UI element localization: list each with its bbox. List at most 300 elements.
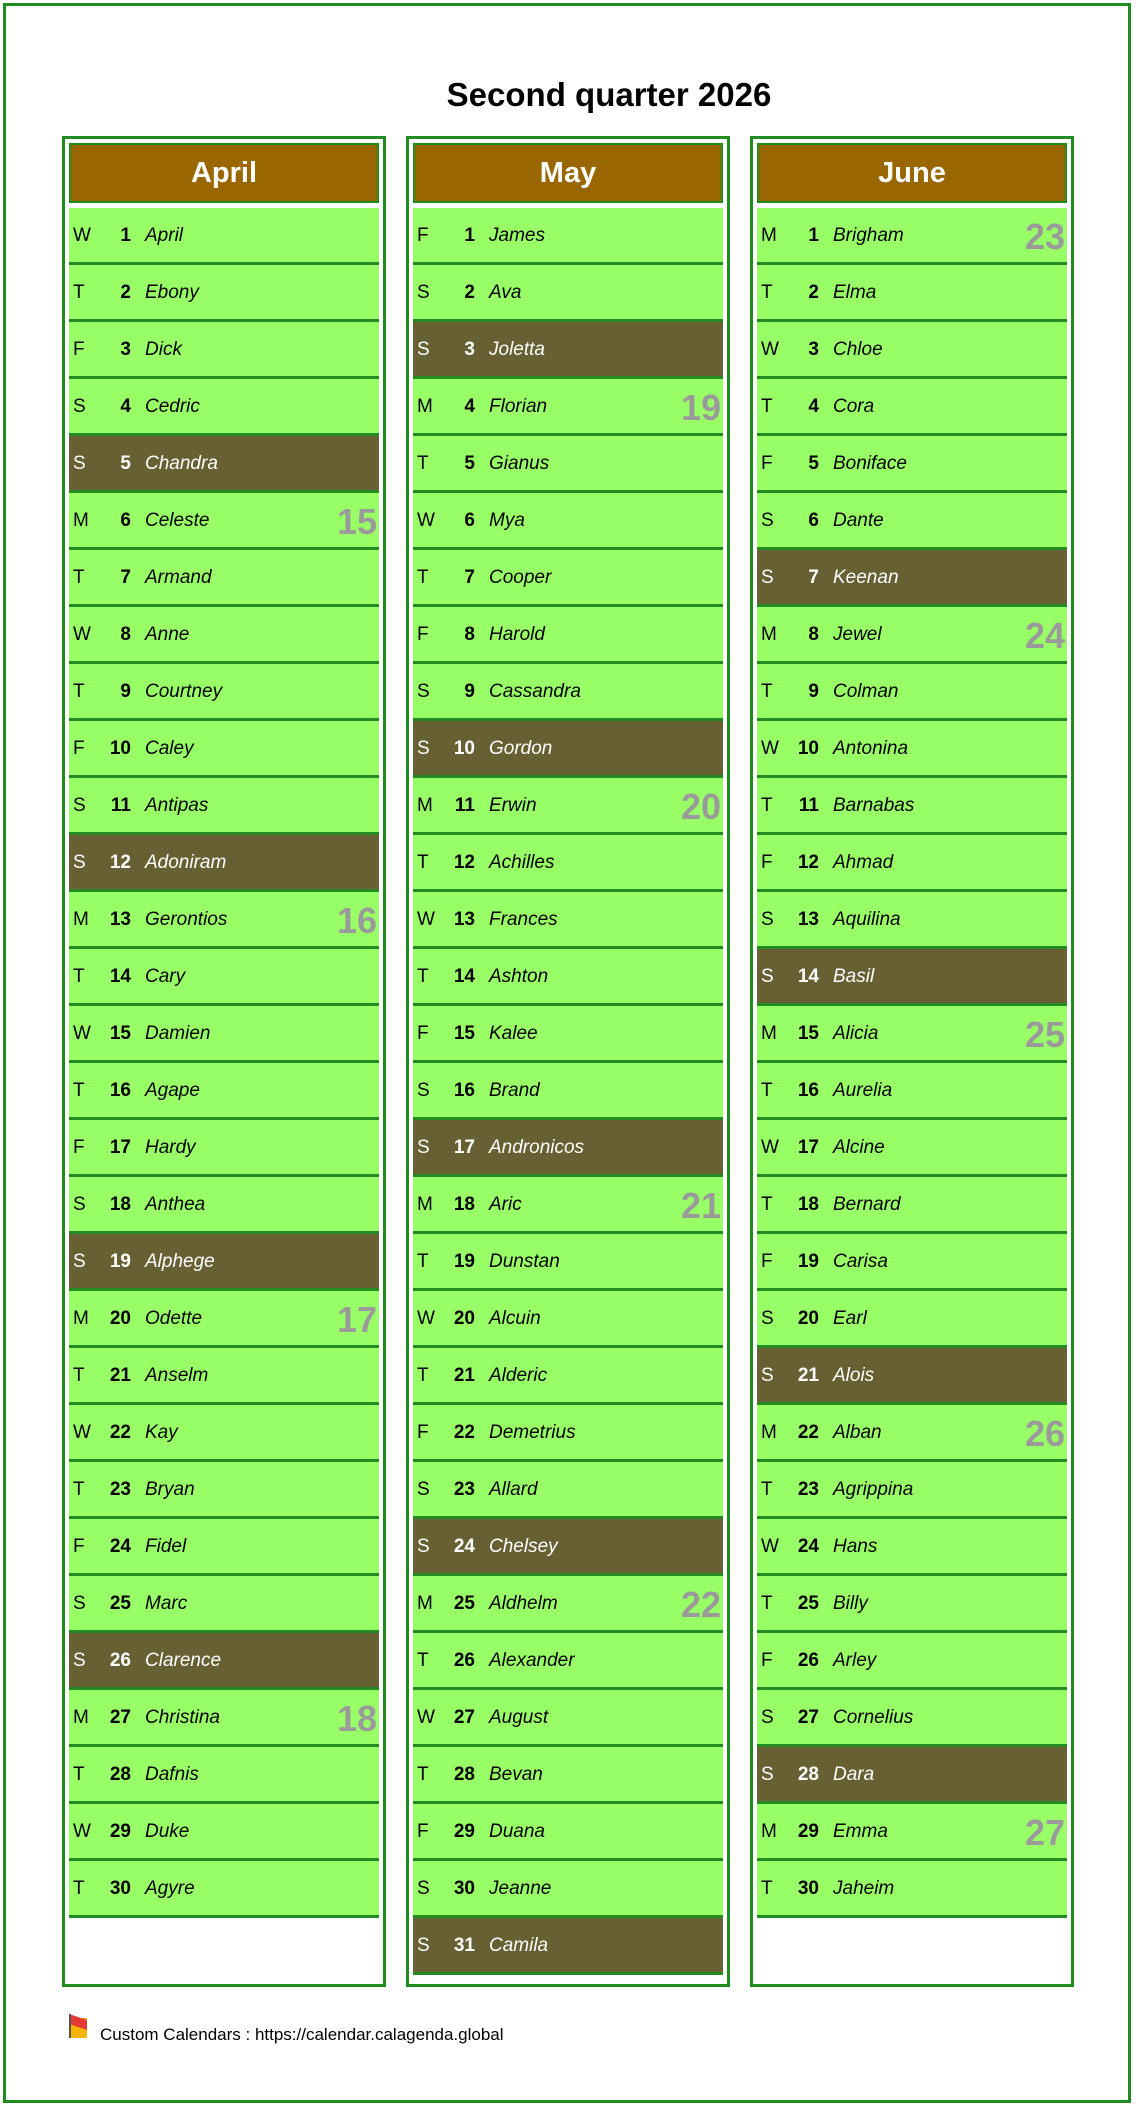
name-of-day: Arley: [833, 1650, 877, 1671]
day-number: 16: [797, 1080, 819, 1101]
day-row: [413, 721, 723, 778]
week-number: 15: [336, 501, 377, 542]
weekday-letter: W: [417, 510, 435, 531]
weekday-letter: T: [73, 567, 85, 588]
day-number: 2: [120, 282, 131, 303]
weekday-letter: S: [417, 1080, 430, 1101]
weekday-letter: T: [417, 567, 429, 588]
week-number: 19: [680, 387, 721, 428]
day-number: 28: [453, 1764, 475, 1785]
week-number: 23: [1024, 216, 1065, 257]
day-number: 14: [453, 966, 475, 987]
day-number: 11: [454, 795, 475, 816]
name-of-day: Adoniram: [145, 852, 227, 873]
weekday-letter: T: [417, 1365, 429, 1386]
weekday-letter: T: [761, 1479, 773, 1500]
day-number: 10: [109, 738, 131, 759]
day-number: 15: [109, 1023, 131, 1044]
day-row: [757, 1291, 1067, 1348]
day-number: 2: [808, 282, 819, 303]
name-of-day: Kalee: [489, 1023, 538, 1044]
day-row: [757, 493, 1067, 550]
day-number: 18: [797, 1194, 819, 1215]
day-row: [69, 1234, 379, 1291]
name-of-day: Alexander: [489, 1650, 575, 1671]
name-of-day: Celeste: [145, 510, 210, 531]
day-number: 8: [808, 624, 819, 645]
day-number: 18: [453, 1194, 475, 1215]
name-of-day: Andronicos: [489, 1137, 585, 1158]
day-row: [69, 436, 379, 493]
day-row: [757, 550, 1067, 607]
day-number: 16: [453, 1080, 475, 1101]
name-of-day: Gordon: [489, 738, 553, 759]
day-row: [757, 1348, 1067, 1405]
name-of-day: Basil: [833, 966, 875, 987]
weekday-letter: W: [761, 1137, 779, 1158]
day-row: [413, 607, 723, 664]
name-of-day: Cora: [833, 396, 875, 417]
weekday-letter: S: [417, 1536, 430, 1557]
name-of-day: Chloe: [833, 339, 883, 360]
name-of-day: Carisa: [833, 1251, 888, 1272]
day-row: [69, 1576, 379, 1633]
weekday-letter: M: [73, 1308, 89, 1329]
weekday-letter: S: [417, 1137, 430, 1158]
weekday-letter: W: [761, 1536, 779, 1557]
month-header: June: [757, 143, 1067, 203]
name-of-day: Dafnis: [145, 1764, 199, 1785]
day-number: 18: [109, 1194, 131, 1215]
weekday-letter: T: [761, 1080, 773, 1101]
name-of-day: Achilles: [489, 852, 555, 873]
name-of-day: Dara: [833, 1764, 875, 1785]
name-of-day: Elma: [833, 282, 877, 303]
weekday-letter: S: [761, 1764, 774, 1785]
name-of-day: Chandra: [145, 453, 218, 474]
day-number: 6: [120, 510, 131, 531]
footer-link[interactable]: Custom Calendars : https://calendar.calagenda.global: [100, 2025, 504, 2044]
day-row: [413, 1063, 723, 1120]
day-row: [757, 1747, 1067, 1804]
day-number: 27: [109, 1707, 131, 1728]
day-row: [757, 265, 1067, 322]
day-number: 1: [808, 225, 819, 246]
day-row: [69, 1405, 379, 1462]
day-row: [413, 1405, 723, 1462]
weekday-letter: W: [73, 624, 91, 645]
name-of-day: Harold: [489, 624, 545, 645]
day-row: [69, 1291, 379, 1348]
month-column-april: [62, 136, 386, 1987]
day-number: 9: [808, 681, 819, 702]
day-row: [757, 1690, 1067, 1747]
day-list: [757, 208, 1067, 1918]
day-number: 8: [120, 624, 131, 645]
day-number: 13: [109, 909, 131, 930]
weekday-letter: T: [761, 681, 773, 702]
name-of-day: Alois: [833, 1365, 875, 1386]
day-number: 29: [797, 1821, 819, 1842]
day-number: 1: [464, 225, 475, 246]
day-number: 20: [453, 1308, 475, 1329]
day-number: 24: [453, 1536, 475, 1557]
day-row: [757, 1177, 1067, 1234]
day-row: [69, 1861, 379, 1918]
day-number: 30: [109, 1878, 131, 1899]
day-row: [69, 892, 379, 949]
day-row: [69, 607, 379, 664]
day-row: [69, 949, 379, 1006]
week-number: 25: [1024, 1014, 1065, 1055]
name-of-day: Anne: [145, 624, 190, 645]
name-of-day: Jeanne: [489, 1878, 552, 1899]
name-of-day: Demetrius: [489, 1422, 576, 1443]
name-of-day: April: [145, 225, 184, 246]
day-number: 17: [797, 1137, 819, 1158]
weekday-letter: S: [761, 1308, 774, 1329]
weekday-letter: S: [417, 738, 430, 759]
day-row: [757, 1576, 1067, 1633]
day-row: [69, 550, 379, 607]
week-number: 17: [336, 1299, 377, 1340]
weekday-letter: S: [417, 1878, 430, 1899]
name-of-day: Gerontios: [145, 909, 228, 930]
weekday-letter: T: [73, 1365, 85, 1386]
name-of-day: Brigham: [833, 225, 904, 246]
day-number: 5: [464, 453, 475, 474]
month-header: May: [413, 143, 723, 203]
name-of-day: Anselm: [145, 1365, 209, 1386]
weekday-letter: W: [73, 1422, 91, 1443]
weekday-letter: M: [73, 510, 89, 531]
day-number: 31: [453, 1935, 475, 1956]
day-row: [757, 1861, 1067, 1918]
day-number: 23: [453, 1479, 475, 1500]
day-row: [69, 1063, 379, 1120]
weekday-letter: F: [73, 738, 85, 759]
day-row: [757, 1405, 1067, 1462]
day-row: [413, 208, 723, 265]
day-number: 25: [109, 1593, 131, 1614]
day-row: [413, 379, 723, 436]
week-number: 18: [336, 1698, 377, 1739]
weekday-letter: S: [73, 1650, 86, 1671]
weekday-letter: M: [73, 1707, 89, 1728]
weekday-letter: S: [73, 1593, 86, 1614]
weekday-letter: M: [761, 225, 777, 246]
day-number: 21: [109, 1365, 131, 1386]
month-column-june: [750, 136, 1074, 1987]
day-number: 4: [464, 396, 475, 417]
name-of-day: Agrippina: [833, 1479, 914, 1500]
name-of-day: Alban: [833, 1422, 882, 1443]
day-number: 7: [120, 567, 131, 588]
name-of-day: Ebony: [145, 282, 199, 303]
weekday-letter: F: [761, 453, 773, 474]
name-of-day: Hans: [833, 1536, 878, 1557]
name-of-day: Camila: [489, 1935, 549, 1956]
weekday-letter: M: [417, 1194, 433, 1215]
weekday-letter: F: [417, 624, 429, 645]
weekday-letter: S: [417, 339, 430, 360]
page-title: Second quarter 2026: [446, 76, 772, 113]
name-of-day: Duana: [489, 1821, 545, 1842]
weekday-letter: W: [73, 1023, 91, 1044]
weekday-letter: W: [417, 1308, 435, 1329]
day-number: 3: [808, 339, 819, 360]
week-number: 21: [680, 1185, 721, 1226]
weekday-letter: T: [761, 1593, 773, 1614]
name-of-day: Boniface: [833, 453, 907, 474]
name-of-day: Cornelius: [833, 1707, 914, 1728]
weekday-letter: S: [417, 282, 430, 303]
name-of-day: Agape: [145, 1080, 200, 1101]
weekday-letter: W: [73, 225, 91, 246]
name-of-day: Caley: [145, 738, 194, 759]
weekday-letter: T: [73, 1764, 85, 1785]
weekday-letter: F: [417, 1023, 429, 1044]
day-number: 30: [797, 1878, 819, 1899]
day-row: [757, 322, 1067, 379]
day-row: [757, 1120, 1067, 1177]
weekday-letter: F: [73, 1536, 85, 1557]
name-of-day: Emma: [833, 1821, 888, 1842]
day-row: [757, 208, 1067, 265]
day-row: [757, 1234, 1067, 1291]
name-of-day: Christina: [145, 1707, 220, 1728]
day-row: [69, 379, 379, 436]
day-number: 17: [453, 1137, 475, 1158]
month-header: April: [69, 143, 379, 203]
weekday-letter: M: [417, 795, 433, 816]
name-of-day: Dunstan: [489, 1251, 560, 1272]
name-of-day: Erwin: [489, 795, 537, 816]
day-number: 14: [109, 966, 131, 987]
weekday-letter: S: [417, 1479, 430, 1500]
weekday-letter: T: [417, 453, 429, 474]
weekday-letter: F: [73, 1137, 85, 1158]
day-number: 8: [464, 624, 475, 645]
day-number: 1: [120, 225, 131, 246]
weekday-letter: S: [761, 1707, 774, 1728]
day-number: 3: [464, 339, 475, 360]
weekday-letter: T: [73, 1080, 85, 1101]
day-row: [413, 1690, 723, 1747]
day-row: [69, 1747, 379, 1804]
day-number: 30: [453, 1878, 475, 1899]
day-row: [757, 835, 1067, 892]
name-of-day: Alcuin: [489, 1308, 541, 1329]
day-row: [413, 1291, 723, 1348]
day-row: [69, 208, 379, 265]
name-of-day: Gianus: [489, 453, 550, 474]
day-row: [757, 778, 1067, 835]
day-number: 23: [797, 1479, 819, 1500]
day-number: 20: [109, 1308, 131, 1329]
day-row: [413, 778, 723, 835]
weekday-letter: T: [761, 1194, 773, 1215]
day-row: [413, 1633, 723, 1690]
weekday-letter: T: [417, 852, 429, 873]
day-number: 9: [464, 681, 475, 702]
day-row: [413, 1747, 723, 1804]
weekday-letter: S: [761, 909, 774, 930]
day-row: [413, 664, 723, 721]
name-of-day: Barnabas: [833, 795, 915, 816]
name-of-day: Bevan: [489, 1764, 543, 1785]
name-of-day: August: [489, 1707, 549, 1728]
day-number: 12: [797, 852, 819, 873]
day-number: 25: [453, 1593, 475, 1614]
day-number: 20: [797, 1308, 819, 1329]
weekday-letter: S: [761, 510, 774, 531]
weekday-letter: T: [761, 282, 773, 303]
name-of-day: Keenan: [833, 567, 899, 588]
name-of-day: Alderic: [489, 1365, 548, 1386]
name-of-day: Courtney: [145, 681, 223, 702]
day-row: [413, 1861, 723, 1918]
day-number: 11: [798, 795, 819, 816]
day-number: 9: [120, 681, 131, 702]
week-number: 20: [680, 786, 721, 827]
day-row: [69, 664, 379, 721]
weekday-letter: F: [417, 1422, 429, 1443]
name-of-day: Cedric: [145, 396, 200, 417]
name-of-day: Joletta: [489, 339, 545, 360]
day-number: 12: [109, 852, 131, 873]
name-of-day: Duke: [145, 1821, 190, 1842]
day-row: [413, 1120, 723, 1177]
day-row: [413, 265, 723, 322]
name-of-day: Armand: [145, 567, 212, 588]
weekday-letter: S: [761, 567, 774, 588]
weekday-letter: T: [761, 795, 773, 816]
weekday-letter: S: [73, 396, 86, 417]
day-row: [757, 436, 1067, 493]
weekday-letter: T: [417, 1764, 429, 1785]
day-number: 22: [109, 1422, 131, 1443]
day-row: [69, 1177, 379, 1234]
weekday-letter: F: [761, 852, 773, 873]
weekday-letter: W: [417, 1707, 435, 1728]
weekday-letter: M: [761, 624, 777, 645]
day-number: 26: [797, 1650, 819, 1671]
name-of-day: Anthea: [145, 1194, 206, 1215]
day-row: [413, 1177, 723, 1234]
day-row: [413, 1234, 723, 1291]
name-of-day: Alcine: [833, 1137, 885, 1158]
day-row: [69, 1348, 379, 1405]
day-row: [69, 1462, 379, 1519]
day-list: [413, 208, 723, 1975]
day-row: [413, 892, 723, 949]
day-number: 29: [453, 1821, 475, 1842]
day-row: [69, 493, 379, 550]
name-of-day: Brand: [489, 1080, 540, 1101]
weekday-letter: F: [761, 1650, 773, 1671]
name-of-day: Earl: [833, 1308, 867, 1329]
weekday-letter: M: [417, 1593, 433, 1614]
name-of-day: Antonina: [833, 738, 909, 759]
day-number: 22: [453, 1422, 475, 1443]
day-number: 5: [808, 453, 819, 474]
day-number: 13: [453, 909, 475, 930]
weekday-letter: W: [73, 1821, 91, 1842]
name-of-day: Cooper: [489, 567, 552, 588]
day-number: 6: [464, 510, 475, 531]
day-number: 21: [797, 1365, 819, 1386]
day-row: [69, 265, 379, 322]
weekday-letter: T: [73, 282, 85, 303]
day-row: [413, 949, 723, 1006]
weekday-letter: M: [417, 396, 433, 417]
day-row: [69, 778, 379, 835]
day-row: [757, 1063, 1067, 1120]
name-of-day: Odette: [145, 1308, 203, 1329]
day-number: 15: [453, 1023, 475, 1044]
day-row: [69, 1690, 379, 1747]
weekday-letter: W: [761, 339, 779, 360]
name-of-day: Cassandra: [489, 681, 581, 702]
day-number: 29: [109, 1821, 131, 1842]
week-number: 16: [336, 900, 377, 941]
day-row: [757, 1633, 1067, 1690]
day-number: 17: [109, 1137, 131, 1158]
name-of-day: Florian: [489, 396, 548, 417]
weekday-letter: T: [73, 1479, 85, 1500]
name-of-day: Aquilina: [833, 909, 901, 930]
calendar-logo-icon: [67, 2012, 91, 2040]
name-of-day: Damien: [145, 1023, 211, 1044]
week-number: 26: [1024, 1413, 1065, 1454]
day-row: [413, 436, 723, 493]
day-number: 19: [797, 1251, 819, 1272]
day-row: [69, 1120, 379, 1177]
day-row: [69, 1006, 379, 1063]
weekday-letter: S: [761, 966, 774, 987]
name-of-day: Dante: [833, 510, 884, 531]
weekday-letter: T: [761, 396, 773, 417]
day-number: 15: [797, 1023, 819, 1044]
day-row: [757, 721, 1067, 778]
day-number: 12: [453, 852, 475, 873]
name-of-day: Bernard: [833, 1194, 901, 1215]
day-row: [757, 1519, 1067, 1576]
name-of-day: Clarence: [145, 1650, 222, 1671]
weekday-letter: W: [417, 909, 435, 930]
name-of-day: Billy: [833, 1593, 868, 1614]
weekday-letter: S: [761, 1365, 774, 1386]
weekday-letter: S: [417, 681, 430, 702]
day-number: 3: [120, 339, 131, 360]
day-row: [757, 949, 1067, 1006]
day-row: [757, 1462, 1067, 1519]
day-number: 28: [797, 1764, 819, 1785]
name-of-day: Ava: [489, 282, 522, 303]
day-number: 16: [109, 1080, 131, 1101]
weekday-letter: S: [73, 852, 86, 873]
day-row: [69, 721, 379, 778]
week-number: 22: [680, 1584, 721, 1625]
weekday-letter: S: [73, 453, 86, 474]
day-number: 19: [453, 1251, 475, 1272]
day-row: [69, 835, 379, 892]
weekday-letter: M: [761, 1023, 777, 1044]
weekday-letter: T: [417, 966, 429, 987]
name-of-day: Fidel: [145, 1536, 187, 1557]
day-number: 24: [797, 1536, 819, 1557]
